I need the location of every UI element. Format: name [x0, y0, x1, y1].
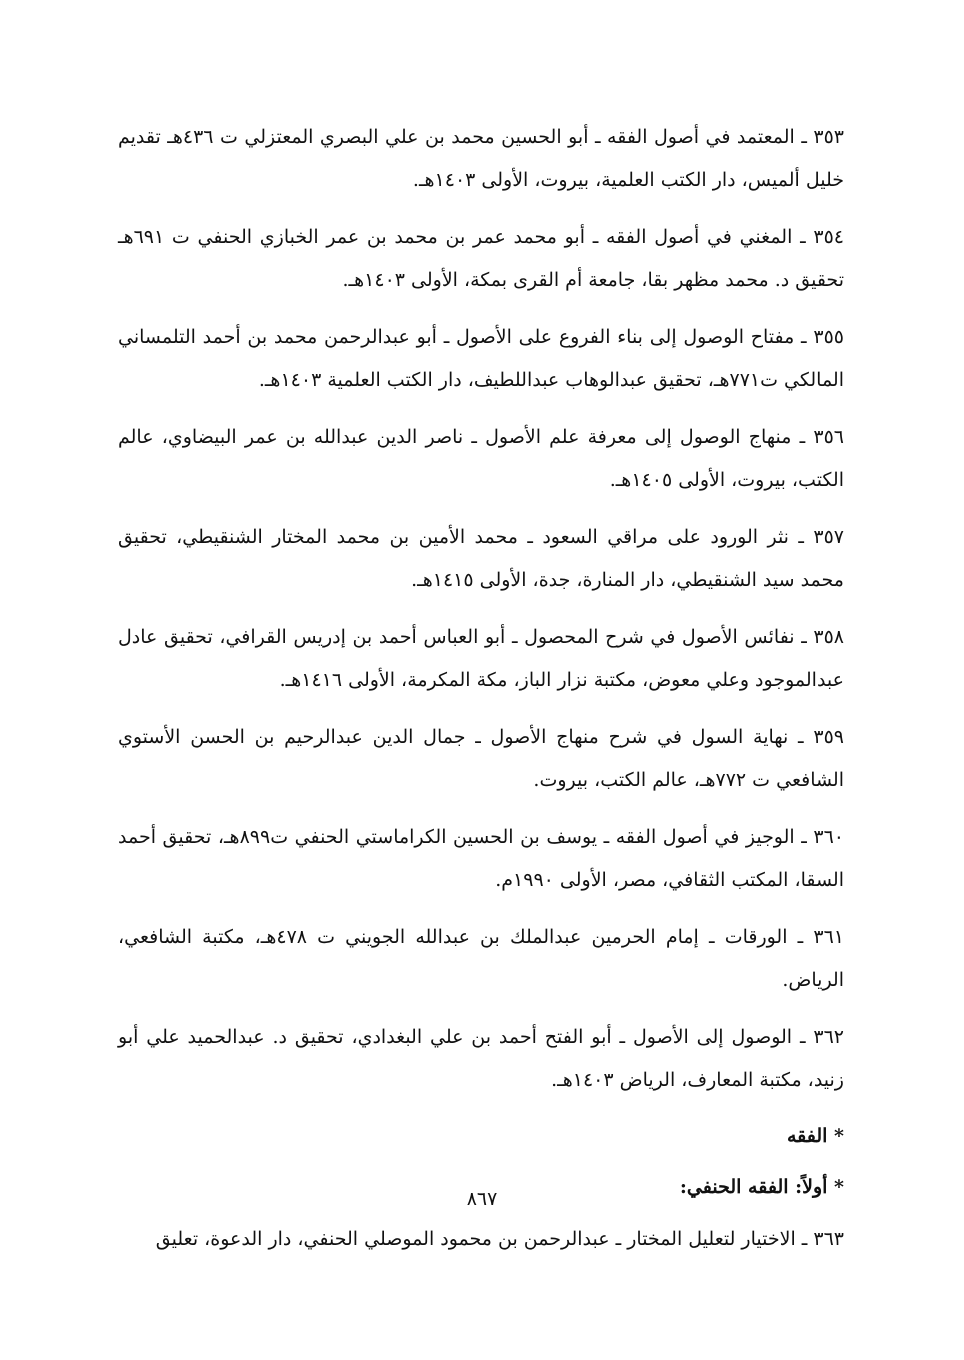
bibliography-entry-363: ٣٦٣ ـ الاختيار لتعليل المختار ـ عبدالرحمن بن محمود الموصلي الحنفي، دار الدعوة، تعليق: [155, 1228, 844, 1250]
bibliography-entry-358: ٣٥٨ ـ نفائس الأصول في شرح المحصول ـ أبو العباس أحمد بن إدريس القرافي، تحقيق عادل عبدالموجود وعلي معوض، مكتبة نزار الباز، مكة المكرمة، الأولى ١٤١٦هـ.: [118, 626, 844, 691]
bibliography-entry-355: ٣٥٥ ـ مفتاح الوصول إلى بناء الفروع على الأصول ـ أبو عبدالرحمن محمد بن أحمد التلمساني المالكي ت٧٧١هـ، تحقيق عبدالوهاب عبداللطيف، دار الكتب العلمية ١٤٠٣هـ.: [118, 326, 844, 391]
bibliography-entry-362: ٣٦٢ ـ الوصول إلى الأصول ـ أبو الفتح أحمد بن علي البغدادي، تحقيق د. عبدالحميد علي أبو زنيد، مكتبة المعارف، الرياض ١٤٠٣هـ.: [118, 1026, 844, 1091]
bibliography-list: [118, 116, 844, 1275]
bibliography-entry-361: ٣٦١ ـ الورقات ـ إمام الحرمين عبدالملك بن عبدالله الجويني ت ٤٧٨هـ، مكتبة الشافعي، الرياض.: [118, 926, 844, 991]
section-heading-fiqh: * الفقه: [786, 1125, 844, 1147]
page-number: ٨٦٧: [466, 1188, 498, 1210]
bibliography-entry-360: ٣٦٠ ـ الوجيز في أصول الفقه ـ يوسف بن الحسين الكراماستي الحنفي ت٨٩٩هـ، تحقيق أحمد السقا، المكتب الثقافي، مصر، الأولى ١٩٩٠م.: [118, 826, 844, 891]
bibliography-entry-353: ٣٥٣ ـ المعتمد في أصول الفقه ـ أبو الحسين محمد بن علي البصري المعتزلي ت ٤٣٦هـ تقديم خليل ألميس، دار الكتب العلمية، بيروت، الأولى ١٤٠٣هـ.: [118, 126, 844, 191]
bibliography-entry-356: ٣٥٦ ـ منهاج الوصول إلى معرفة علم الأصول ـ ناصر الدين عبدالله بن عمر البيضاوي، عالم الكتب، بيروت، الأولى ١٤٠٥هـ.: [118, 426, 844, 491]
bibliography-entry-359: ٣٥٩ ـ نهاية السول في شرح منهاج الأصول ـ جمال الدين عبدالرحيم بن الحسن الأستوي الشافعي ت ٧٧٢هـ، عالم الكتب، بيروت.: [118, 726, 844, 791]
bibliography-entry-357: ٣٥٧ ـ نثر الورود على مراقي السعود ـ محمد الأمين بن محمد المختار الشنقيطي، تحقيق محمد سيد الشنقيطي، دار المنارة، جدة، الأولى ١٤١٥هـ.: [118, 526, 844, 591]
bibliography-entry-354: ٣٥٤ ـ المغني في أصول الفقه ـ أبو محمد عمر بن محمد بن عمر الخبازي الحنفي ت ٦٩١هـ تحقيق د. محمد مظهر بقا، جامعة أم القرى بمكة، الأولى ١٤٠٣هـ.: [118, 226, 844, 291]
subsection-heading-hanafi: * أولاً: الفقه الحنفي:: [679, 1176, 844, 1198]
